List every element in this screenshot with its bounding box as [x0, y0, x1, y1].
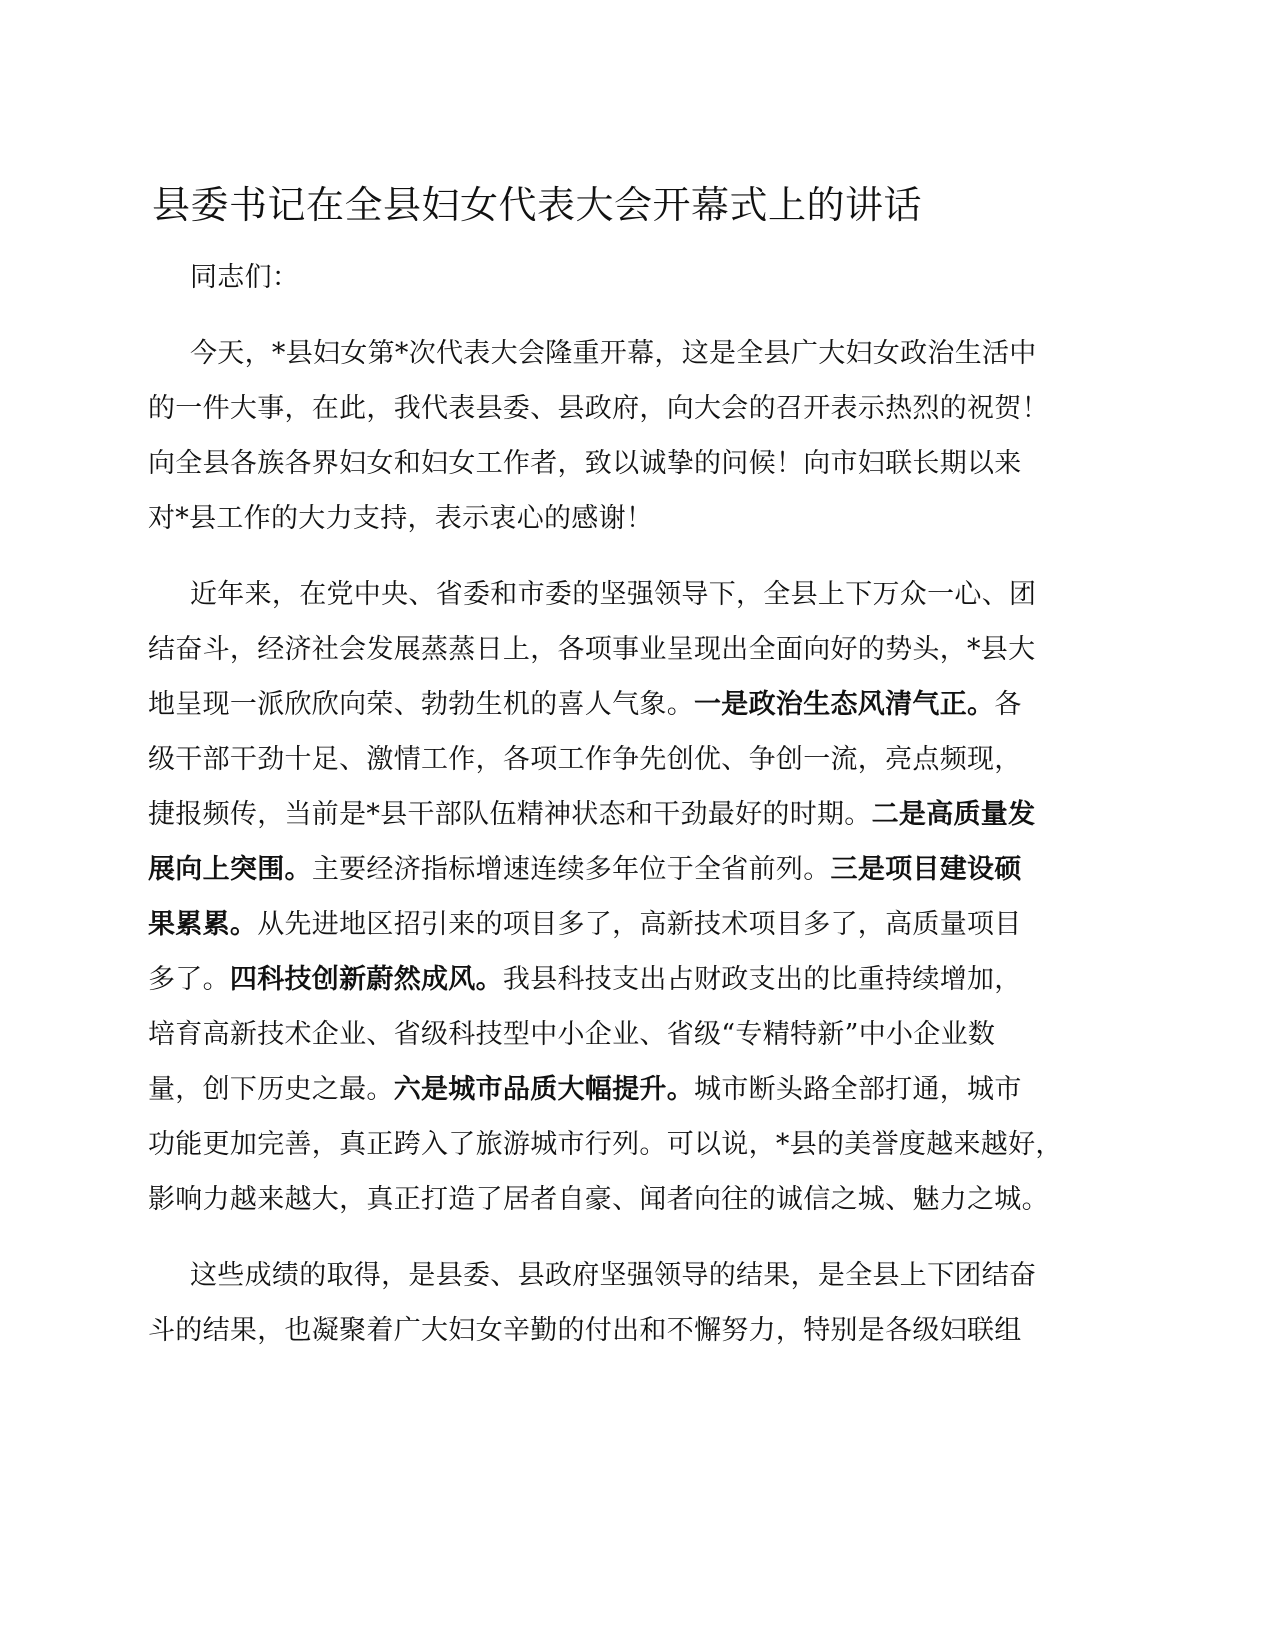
paragraph-line: 级干部干劲十足、激情工作，各项工作争先创优、争创一流，亮点频现，: [148, 744, 1022, 775]
paragraph-line: 结奋斗，经济社会发展蒸蒸日上，各项事业呈现出全面向好的势头，*县大: [148, 634, 1036, 665]
plain-text: 从先进地区招引来的项目多了，高新技术项目多了，高质量项目: [257, 909, 1022, 940]
paragraph-line: 影响力越来越大，真正打造了居者自豪、闻者向往的诚信之城、魅力之城。: [148, 1184, 1049, 1215]
highlight-point-2: 展向上突围。: [148, 854, 312, 885]
salutation: 同志们：: [190, 262, 300, 293]
paragraph-line: 向全县各族各界妇女和妇女工作者，致以诚挚的问候！向市妇联长期以来: [148, 448, 1022, 479]
highlight-point-1: 一是政治生态风清气正。: [694, 689, 995, 720]
paragraph-line: 的一件大事，在此，我代表县委、县政府，向大会的召开表示热烈的祝贺！: [148, 393, 1049, 424]
paragraph-line: 斗的结果，也凝聚着广大妇女辛勤的付出和不懈努力，特别是各级妇联组: [148, 1315, 1022, 1346]
highlight-point-3: 三是项目建设硕: [830, 854, 1022, 885]
plain-text: 城市断头路全部打通，城市: [694, 1074, 1022, 1105]
paragraph-line: [148, 685, 1022, 725]
paragraph-line: [148, 795, 1035, 835]
paragraph-line: 培育高新技术企业、省级科技型中小企业、省级“专精特新”中小企业数: [148, 1019, 996, 1050]
paragraph-line: 今天，*县妇女第*次代表大会隆重开幕，这是全县广大妇女政治生活中: [190, 338, 1037, 369]
plain-text: 多了。: [148, 964, 230, 995]
paragraph-line: [148, 960, 1022, 1000]
plain-text: 量，创下历史之最。: [148, 1074, 394, 1105]
highlight-point-3: 果累累。: [148, 909, 258, 940]
plain-text: 地呈现一派欣欣向荣、勃勃生机的喜人气象。: [148, 689, 694, 720]
highlight-point-2: 二是高质量发: [871, 799, 1036, 830]
plain-text: 主要经济指标增速连续多年位于全省前列。: [311, 854, 831, 885]
paragraph-line: [148, 850, 1022, 890]
plain-text: 捷报频传，当前是*县干部队伍精神状态和干劲最好的时期。: [148, 799, 872, 830]
paragraph-line: 对*县工作的大力支持，表示衷心的感谢！: [148, 503, 654, 534]
plain-text: 各: [994, 689, 1022, 720]
plain-text: 我县科技支出占财政支出的比重持续增加，: [502, 964, 1022, 995]
paragraph-line: 这些成绩的取得，是县委、县政府坚强领导的结果，是全县上下团结奋: [190, 1260, 1037, 1291]
paragraph-line: [148, 1070, 1022, 1110]
paragraph-line: [148, 905, 1022, 945]
highlight-point-4: 四科技创新蔚然成风。: [229, 964, 503, 995]
paragraph-line: 功能更加完善，真正跨入了旅游城市行列。可以说，*县的美誉度越来越好，: [148, 1129, 1063, 1160]
document-title: 县委书记在全县妇女代表大会开幕式上的讲话: [152, 183, 923, 227]
highlight-point-6: 六是城市品质大幅提升。: [393, 1074, 695, 1105]
paragraph-line: 近年来，在党中央、省委和市委的坚强领导下，全县上下万众一心、团: [190, 579, 1037, 610]
